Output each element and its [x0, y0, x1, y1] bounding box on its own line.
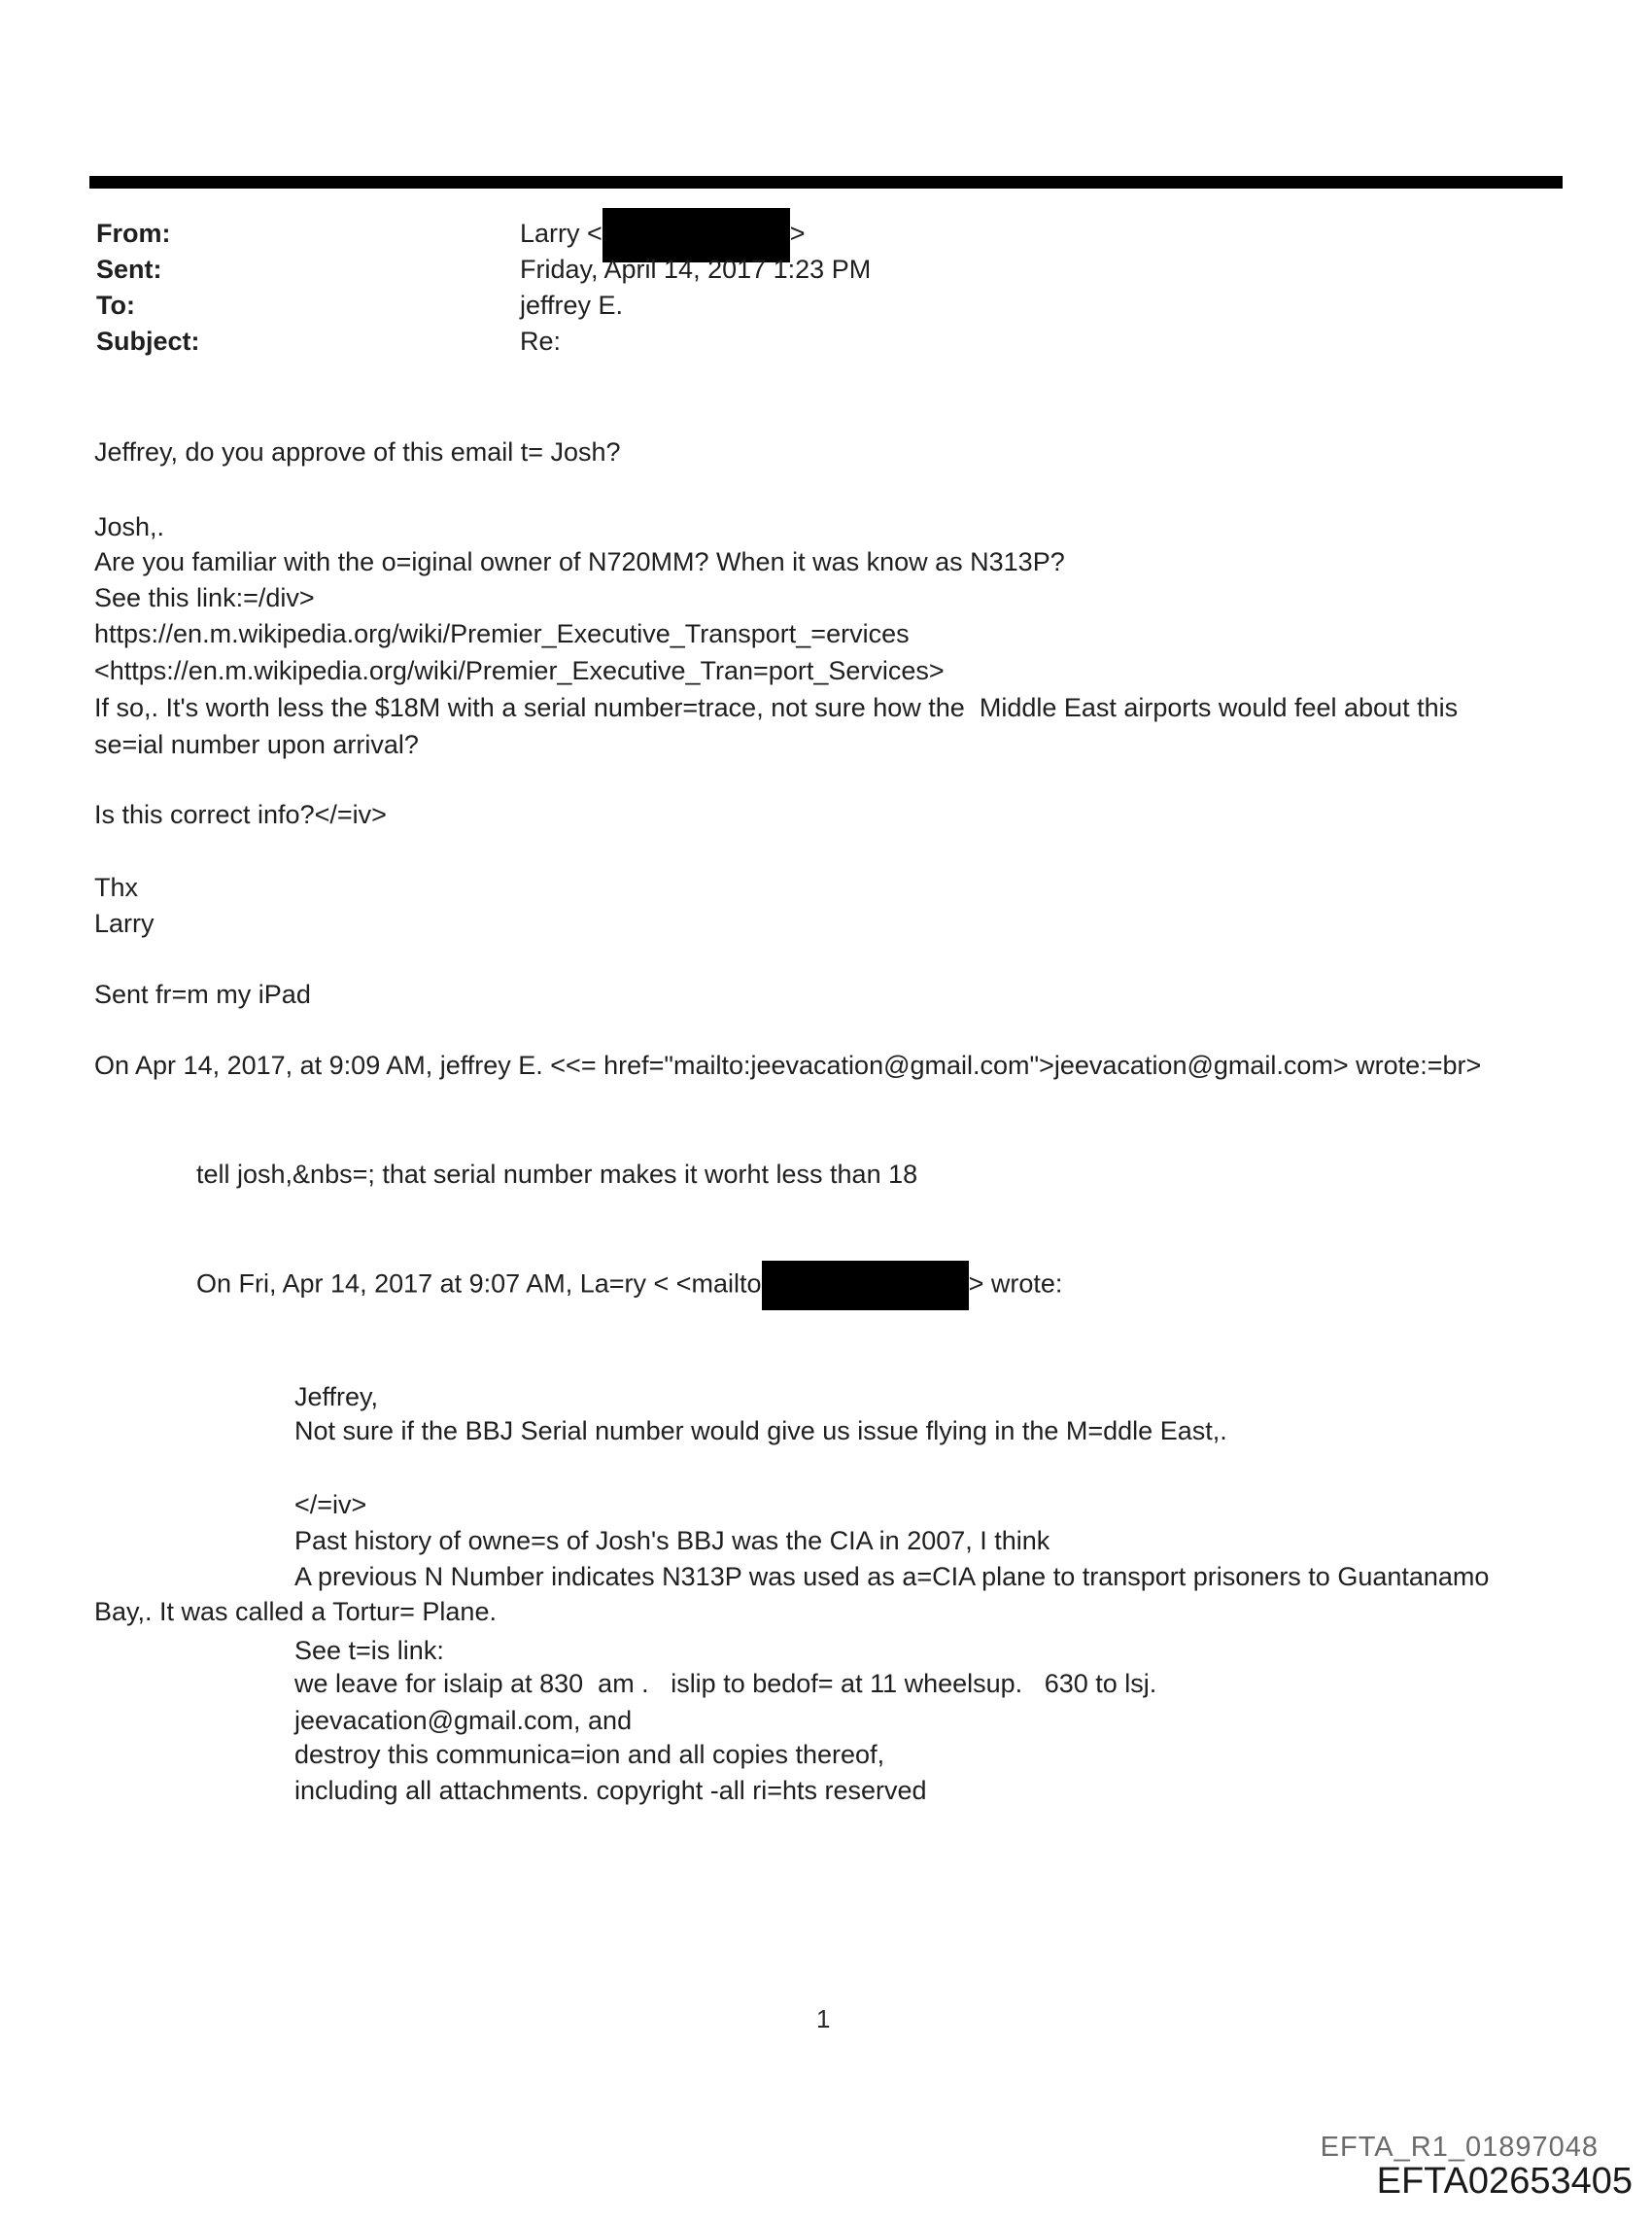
email-body-line: jeevacation@gmail.com, and	[294, 1706, 633, 1735]
to-value: jeffrey E.	[520, 291, 624, 320]
email-body-line: If so,. It's worth less the $18M with a serial number=trace, not sure how the Middle East airports would feel about this	[94, 693, 1459, 722]
header-divider-rule	[89, 176, 1563, 189]
header-row-sent	[96, 252, 871, 288]
mailto-line-prefix: On Fri, Apr 14, 2017 at 9:07 AM, La=ry < <mailto	[196, 1268, 762, 1299]
from-value-suffix: >	[789, 219, 806, 249]
email-body-line-url: <https://en.m.wikipedia.org/wiki/Premier_Executive_Tran=port_Services>	[94, 656, 945, 685]
email-body-line: we leave for islaip at 830 am . islip to bedof= at 11 wheelsup. 630 to lsj.	[294, 1669, 1157, 1698]
email-body-line: Josh,.	[94, 512, 165, 541]
email-body-line: tell josh,&nbs=; that serial number makes it worht less than 18	[196, 1160, 918, 1189]
sent-value: Friday, April 14, 2017 1:23 PM	[520, 255, 872, 284]
email-body-line: including all attachments. copyright -all ri=hts reserved	[294, 1776, 927, 1805]
email-body-line: Past history of owne=s of Josh's BBJ was the CIA in 2007, I think	[294, 1526, 1050, 1555]
email-body-line: A previous N Number indicates N313P was used as a=CIA plane to transport prisoners to Guantanamo	[294, 1562, 1490, 1591]
email-body-line: se=ial number upon arrival?	[94, 730, 419, 759]
email-body-line: Is this correct info?</=iv>	[94, 800, 387, 829]
email-body-line: destroy this communica=ion and all copies thereof,	[294, 1740, 885, 1769]
page-number: 1	[816, 2004, 831, 2033]
bates-number-primary: EFTA02653405	[1376, 2161, 1633, 2202]
subject-label: Subject:	[96, 327, 200, 356]
from-label: From:	[96, 219, 171, 249]
subject-value: Re:	[520, 327, 562, 356]
email-body-line: Sent fr=m my iPad	[94, 980, 311, 1009]
email-body-line: Not sure if the BBJ Serial number would give us issue flying in the M=ddle East,.	[294, 1416, 1227, 1445]
redaction-box-mailto-email	[762, 1261, 969, 1310]
header-row-subject	[96, 324, 561, 360]
email-body-line: Jeffrey,	[294, 1382, 379, 1411]
header-row-to	[96, 288, 623, 324]
email-body-line-url: https://en.m.wikipedia.org/wiki/Premier_Executive_Transport_=ervices	[94, 619, 910, 648]
bates-number-secondary: EFTA_R1_01897048	[1320, 2132, 1599, 2163]
email-body-line-with-redaction	[196, 1261, 1062, 1310]
email-body-line: </=iv>	[294, 1490, 367, 1519]
email-body-line: Bay,. It was called a Tortur= Plane.	[94, 1597, 497, 1626]
to-label: To:	[96, 291, 135, 320]
email-body-line: See t=is link:	[294, 1636, 444, 1665]
from-value: Larry <	[520, 219, 602, 249]
mailto-line-suffix: > wrote:	[968, 1268, 1063, 1299]
email-body-line: Larry	[94, 909, 155, 938]
email-body-line: On Apr 14, 2017, at 9:09 AM, jeffrey E. <<= href="mailto:jeevacation@gmail.com">jeevacation@gmail.com> wrote:=br>	[94, 1051, 1482, 1080]
sent-label: Sent:	[96, 255, 162, 284]
email-body-line: See this link:=/div>	[94, 583, 315, 612]
email-body-line: Thx	[94, 873, 139, 902]
email-body-line: Are you familiar with the o=iginal owner of N720MM? When it was know as N313P?	[94, 547, 1065, 576]
email-body-line: Jeffrey, do you approve of this email t= Josh?	[94, 437, 621, 467]
